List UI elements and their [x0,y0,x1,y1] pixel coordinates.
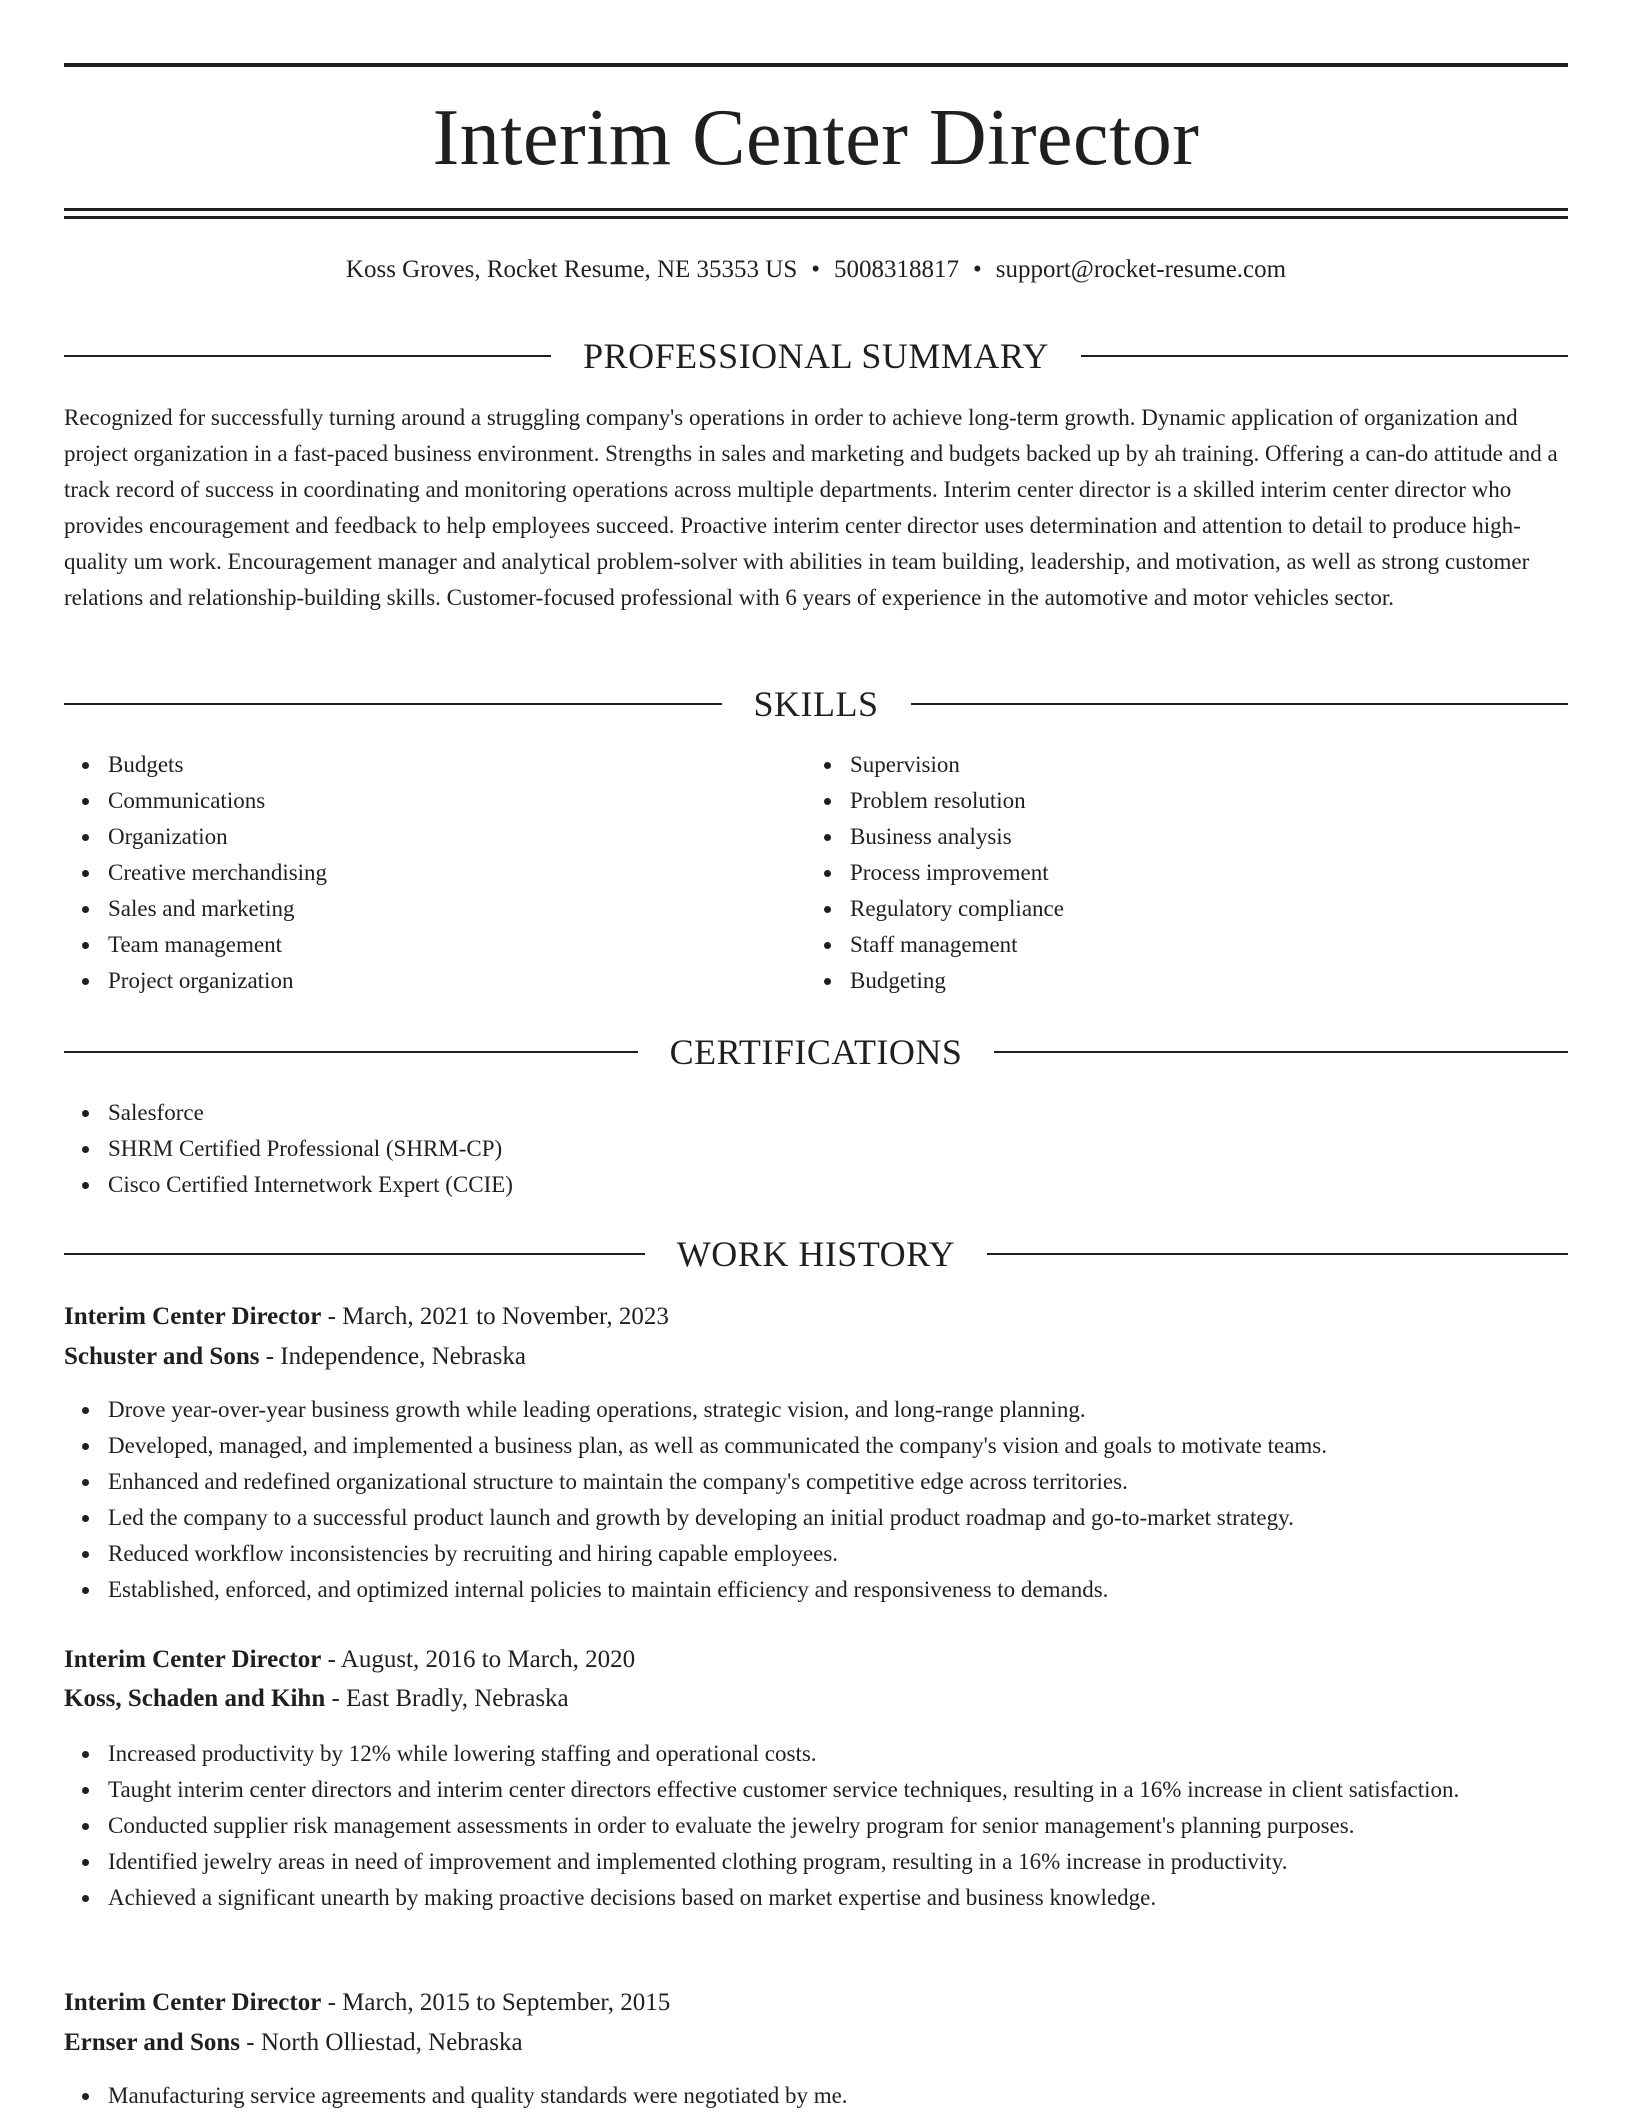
certification-item: Cisco Certified Internetwork Expert (CCIE) [108,1167,1568,1203]
job-title: Interim Center Director [64,1303,322,1330]
skill-item: Supervision [850,747,1550,783]
job-bullet: Taught interim center directors and interim center directors effective customer service techniques, resulting in a 16% increase in client satisfaction. [108,1772,1568,1808]
heading-rule-left [64,355,551,357]
skills-list-left [64,747,808,999]
heading-rule-left [64,1253,645,1255]
job-location: - North Olliestad, Nebraska [240,2029,523,2056]
job-bullet: Drove year-over-year business growth while leading operations, strategic vision, and long-range planning. [108,1392,1568,1428]
skill-item: Problem resolution [850,783,1550,819]
heading-rule-right [1081,355,1568,357]
skill-item: Staff management [850,927,1550,963]
certification-item: Salesforce [108,1095,1568,1131]
title-rule-lower [64,216,1568,219]
job-bullets [64,1736,1568,1916]
job-bullet: Manufacturing service agreements and quality standards were negotiated by me. [108,2078,1568,2114]
skill-item: Organization [108,819,808,855]
resume-title: Interim Center Director [432,94,1200,182]
skill-item: Regulatory compliance [850,891,1550,927]
summary-text: Recognized for successfully turning around a struggling company's operations in order to achieve long-term growth. Dynamic application of organization and project organization in a fast-paced business environment. Strengths in sales and marketing and budgets backed up by ah training. Offering a can-do attitude and a track record of success in coordinating and monitoring operations across multiple departments. Interim center director is a skilled interim center director who provides encouragement and feedback to help employees succeed. Proactive interim center director uses determination and attention to detail to produce high-quality um work. Encouragement manager and analytical problem-solver with abilities in team building, leadership, and motivation, as well as strong customer relations and relationship-building skills. Customer-focused professional with 6 years of experience in the automotive and motor vehicles sector. [64,405,1558,610]
job-location: - East Bradly, Nebraska [325,1685,569,1712]
job-bullet: Enhanced and redefined organizational structure to maintain the company's competitive edge across territories. [108,1464,1568,1500]
job-bullets [64,1392,1568,1608]
summary-heading-row [64,334,1568,378]
skill-item: Creative merchandising [108,855,808,891]
contact-phone: 5008318817 [834,256,960,283]
skill-item: Business analysis [850,819,1550,855]
top-rule [64,63,1568,67]
skill-item: Project organization [108,963,808,999]
skill-item: Budgets [108,747,808,783]
skill-item: Budgeting [850,963,1550,999]
job-title: Interim Center Director [64,1646,322,1673]
certifications-heading-row [64,1030,1568,1074]
skills-heading: SKILLS [753,684,879,724]
skill-item: Sales and marketing [108,891,808,927]
job-bullet: Increased productivity by 12% while lowering staffing and operational costs. [108,1736,1568,1772]
job-title-line [64,1299,1568,1335]
contact-email: support@rocket-resume.com [995,256,1287,283]
job-bullets [64,2078,1568,2114]
job-bullet: Developed, managed, and implemented a business plan, as well as communicated the company's vision and goals to motivate teams. [108,1428,1568,1464]
job-bullet: Identified jewelry areas in need of improvement and implemented clothing program, resulting in a 16% increase in productivity. [108,1844,1568,1880]
job-dates: - March, 2021 to November, 2023 [321,1303,669,1330]
job-company-line [64,1681,1568,1717]
heading-rule-left [64,1051,638,1053]
skill-item: Team management [108,927,808,963]
skill-item: Process improvement [850,855,1550,891]
heading-rule-right [994,1051,1568,1053]
contact-separator: • [811,256,821,283]
summary-heading: PROFESSIONAL SUMMARY [583,336,1049,376]
job-company-line [64,2025,1568,2061]
job-bullet: Led the company to a successful product launch and growth by developing an initial product roadmap and go-to-market strategy. [108,1500,1568,1536]
job-company: Ernser and Sons [64,2029,240,2056]
contact-address: Koss Groves, Rocket Resume, NE 35353 US [345,256,798,283]
certification-item: SHRM Certified Professional (SHRM-CP) [108,1131,1568,1167]
skills-heading-row [64,682,1568,726]
job-bullet: Reduced workflow inconsistencies by recruiting and hiring capable employees. [108,1536,1568,1572]
job-title-line [64,1985,1568,2021]
job-dates: - August, 2016 to March, 2020 [321,1646,636,1673]
contact-line [64,252,1568,288]
job-company-line [64,1339,1568,1375]
title-rule-upper [64,208,1568,211]
work-heading: WORK HISTORY [676,1234,956,1274]
job-company: Koss, Schaden and Kihn [64,1685,326,1712]
job-title: Interim Center Director [64,1989,322,2016]
job-bullet: Established, enforced, and optimized internal policies to maintain efficiency and responsiveness to demands. [108,1572,1568,1608]
job-dates: - March, 2015 to September, 2015 [321,1989,671,2016]
heading-rule-right [987,1253,1568,1255]
certifications-heading: CERTIFICATIONS [669,1032,963,1072]
heading-rule-left [64,703,722,705]
job-title-line [64,1642,1568,1678]
skill-item: Communications [108,783,808,819]
job-company: Schuster and Sons [64,1343,260,1370]
work-heading-row [64,1232,1568,1276]
job-bullet: Conducted supplier risk management assessments in order to evaluate the jewelry program for senior management's planning purposes. [108,1808,1568,1844]
job-location: - Independence, Nebraska [259,1343,526,1370]
contact-separator: • [973,256,982,283]
skills-list-right [806,747,1550,999]
certifications-list [64,1095,1568,1203]
heading-rule-right [911,703,1569,705]
job-bullet: Achieved a significant unearth by making proactive decisions based on market expertise and business knowledge. [108,1880,1568,1916]
